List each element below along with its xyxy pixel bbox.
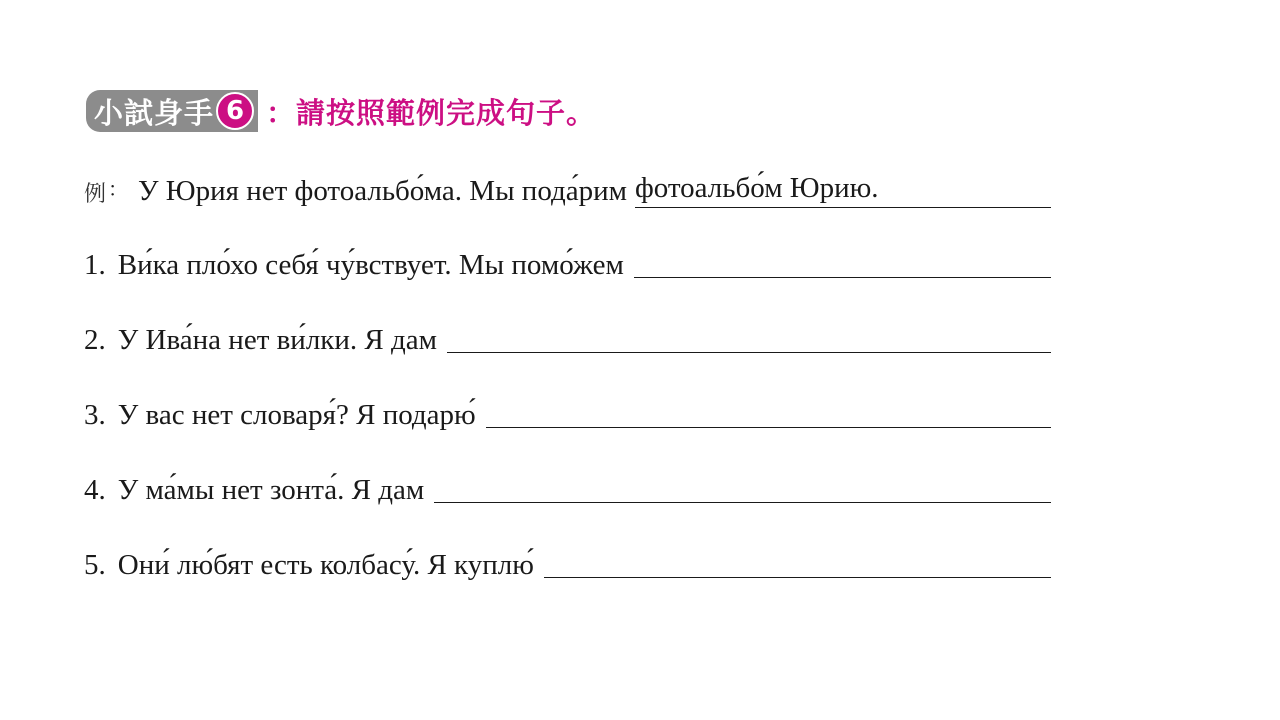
exercise-number: 4. (84, 474, 106, 506)
example-colon: ： (108, 177, 129, 201)
answer-blank[interactable] (486, 426, 1051, 428)
badge-number: 6 (216, 92, 254, 130)
answer-blank[interactable] (447, 351, 1051, 353)
example-row (84, 172, 1051, 208)
exercise-row-2 (84, 324, 1051, 357)
instruction-text: ：請按照範例完成句子。 (266, 95, 597, 130)
example-sentence: У Юрия нет фотоальбо́ма. Мы пода́рим (138, 175, 627, 207)
exercise-sentence: Они́ лю́бят есть колбасу́. Я куплю́ (117, 549, 534, 581)
exercise-row-1 (84, 249, 1051, 282)
exercise-row-3 (84, 399, 1051, 432)
exercise-row-4 (84, 474, 1051, 507)
answer-blank[interactable] (434, 501, 1051, 503)
exercise-number: 1. (84, 249, 106, 281)
exercise-sentence: У Ива́на нет ви́лки. Я дам (117, 324, 437, 356)
example-label: 例 (84, 182, 107, 207)
exercise-sentence: Ви́ка пло́хо себя́ чу́вствует. Мы помо́жем (117, 249, 624, 281)
exercise-number: 3. (84, 399, 106, 431)
exercise-sentence: У ма́мы нет зонта́. Я дам (117, 474, 425, 506)
answer-blank[interactable] (544, 576, 1051, 578)
badge-label: 小試身手 (94, 95, 215, 130)
example-answer: фотоальбо́м Юрию. (635, 172, 1051, 208)
exercise-badge (86, 90, 258, 132)
exercise-sentence: У вас нет словаря́? Я подарю́ (117, 399, 476, 431)
exercise-row-5 (84, 549, 1051, 582)
exercise-number: 5. (84, 549, 106, 581)
answer-blank[interactable] (634, 276, 1051, 278)
exercise-header (86, 88, 596, 134)
exercise-number: 2. (84, 324, 106, 356)
